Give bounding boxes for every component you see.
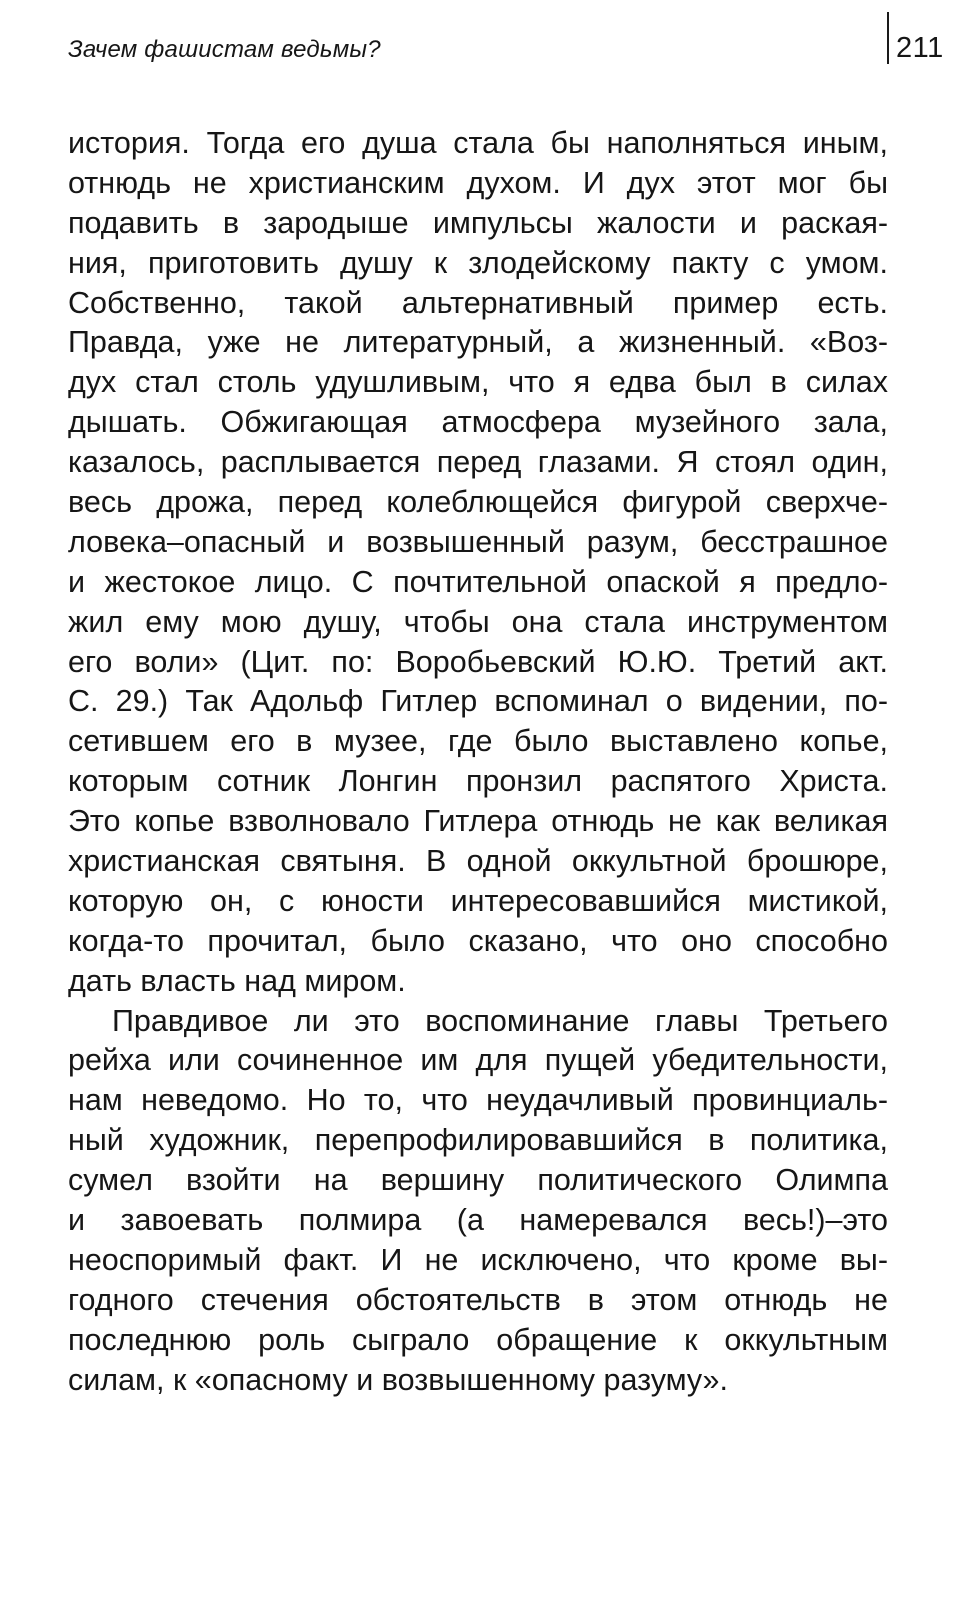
text-line: рейха или сочиненное им для пущей убедительности,	[68, 1043, 888, 1078]
text-line: казалось, расплывается перед глазами. Я стоял один,	[68, 445, 888, 480]
text-line: сетившем его в музее, где было выставлено копье,	[68, 724, 888, 759]
text-line: и жестокое лицо. С почтительной опаской я предло-	[68, 564, 888, 599]
running-title: Зачем фашистам ведьмы?	[68, 36, 381, 63]
text-line: Собственно, такой альтернативный пример есть.	[68, 285, 888, 320]
paragraph-2	[68, 1002, 888, 1401]
text-line: сумел взойти на вершину политического Олимпа	[68, 1163, 888, 1198]
text-line: Это копье взволновало Гитлера отнюдь не как великая	[68, 804, 888, 839]
text-line: дух стал столь удушливым, что я едва был в силах	[68, 365, 888, 400]
paragraph-1	[68, 124, 888, 1002]
text-line: ный художник, перепрофилировавшийся в политика,	[68, 1123, 888, 1158]
text-line: неоспоримый факт. И не исключено, что кроме вы-	[68, 1242, 888, 1277]
text-line: дать власть над миром.	[68, 963, 406, 998]
text-line: силам, к «опасному и возвышенному разуму».	[68, 1362, 728, 1397]
text-line: отнюдь не христианским духом. И дух этот мог бы	[68, 165, 888, 200]
body-text	[68, 124, 888, 1401]
text-line: нам неведомо. Но то, что неудачливый провинциаль-	[68, 1083, 888, 1118]
text-line: последнюю роль сыграло обращение к оккультным	[68, 1322, 888, 1357]
text-line: история. Тогда его душа стала бы наполняться иным,	[68, 126, 888, 160]
text-line: и завоевать полмира (а намеревался весь!)–это	[68, 1203, 888, 1238]
header-rule	[887, 12, 889, 64]
text-line: весь дрожа, перед колеблющейся фигурой сверхче-	[68, 485, 888, 520]
text-line: подавить в зародыше импульсы жалости и раская-	[68, 205, 888, 240]
text-line: Правда, уже не литературный, а жизненный. «Воз-	[68, 325, 888, 360]
text-line: когда-то прочитал, было сказано, что оно способно	[68, 923, 888, 958]
text-line: дышать. Обжигающая атмосфера музейного зала,	[68, 405, 888, 440]
text-line: которую он, с юности интересовавшийся мистикой,	[68, 883, 888, 918]
text-line: ния, приготовить душу к злодейскому пакту с умом.	[68, 245, 888, 280]
text-line: его воли» (Цит. по: Воробьевский Ю.Ю. Третий акт.	[68, 644, 888, 679]
text-line: годного стечения обстоятельств в этом отнюдь не	[68, 1282, 888, 1317]
text-line: Правдивое ли это воспоминание главы Третьего	[112, 1003, 888, 1038]
page-number: 211	[896, 32, 944, 64]
text-line: которым сотник Лонгин пронзил распятого Христа.	[68, 764, 888, 799]
text-line: С. 29.) Так Адольф Гитлер вспоминал о видении, по-	[68, 684, 888, 719]
text-line: ловека–опасный и возвышенный разум, бесстрашное	[68, 524, 888, 559]
text-line: христианская святыня. В одной оккультной брошюре,	[68, 844, 888, 879]
text-line: жил ему мою душу, чтобы она стала инструментом	[68, 604, 888, 639]
